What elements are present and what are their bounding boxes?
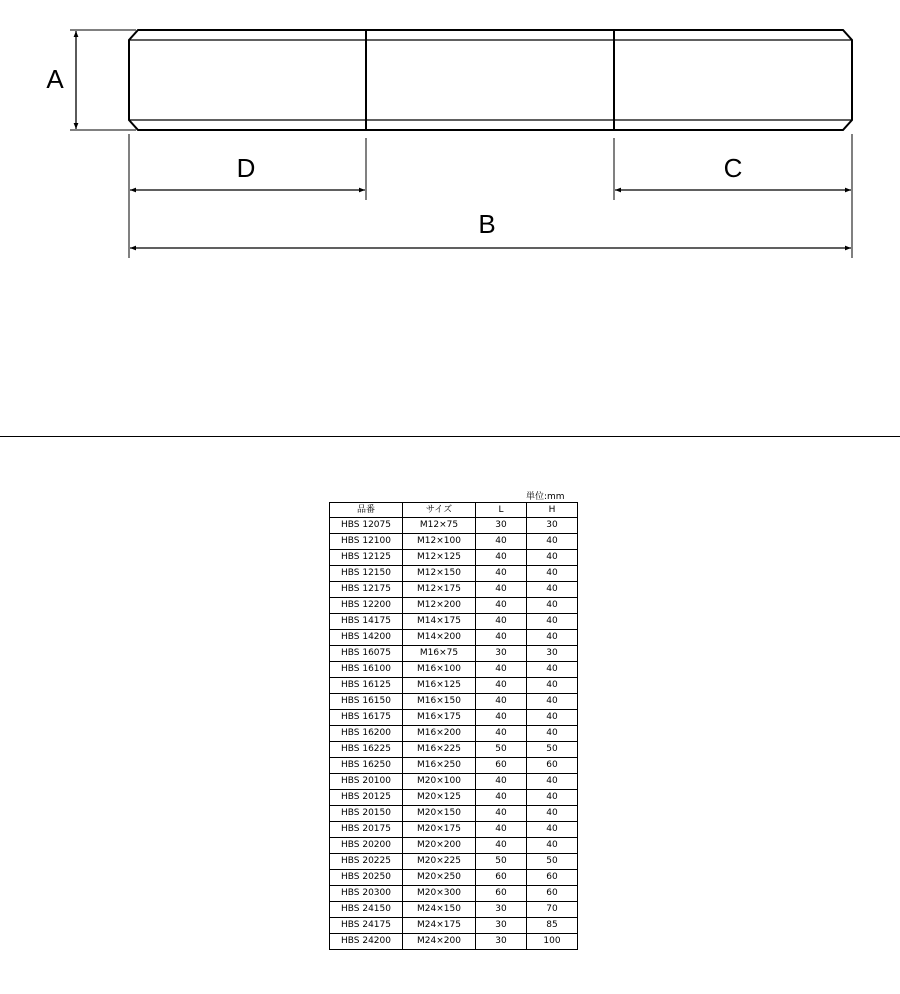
table-row	[330, 742, 578, 758]
h-cell: 60	[527, 758, 578, 774]
part-number-cell: HBS 20100	[330, 774, 403, 790]
l-cell: 30	[476, 518, 527, 534]
size-cell: M16×200	[403, 726, 476, 742]
table-row	[330, 678, 578, 694]
size-cell: M12×75	[403, 518, 476, 534]
table-row	[330, 518, 578, 534]
header-part-number: 品番	[330, 503, 403, 518]
stud-bolt-body	[129, 30, 852, 130]
l-cell: 40	[476, 838, 527, 854]
part-number-cell: HBS 20150	[330, 806, 403, 822]
unit-label: 単位:mm	[526, 492, 565, 502]
l-cell: 30	[476, 934, 527, 950]
table-row	[330, 598, 578, 614]
table-row	[330, 550, 578, 566]
h-cell: 40	[527, 598, 578, 614]
header-h: H	[527, 503, 578, 518]
l-cell: 30	[476, 902, 527, 918]
size-cell: M12×175	[403, 582, 476, 598]
h-cell: 40	[527, 710, 578, 726]
part-number-cell: HBS 20125	[330, 790, 403, 806]
table-row	[330, 582, 578, 598]
l-cell: 60	[476, 758, 527, 774]
size-cell: M20×250	[403, 870, 476, 886]
table-row	[330, 646, 578, 662]
part-number-cell: HBS 20175	[330, 822, 403, 838]
part-number-cell: HBS 20300	[330, 886, 403, 902]
table-row	[330, 726, 578, 742]
size-cell: M24×175	[403, 918, 476, 934]
l-cell: 40	[476, 598, 527, 614]
l-cell: 40	[476, 534, 527, 550]
part-number-cell: HBS 16200	[330, 726, 403, 742]
l-cell: 30	[476, 646, 527, 662]
h-cell: 85	[527, 918, 578, 934]
h-cell: 40	[527, 822, 578, 838]
part-number-cell: HBS 16075	[330, 646, 403, 662]
table-row	[330, 662, 578, 678]
part-number-cell: HBS 16225	[330, 742, 403, 758]
h-cell: 40	[527, 790, 578, 806]
l-cell: 40	[476, 630, 527, 646]
h-cell: 40	[527, 806, 578, 822]
part-number-cell: HBS 24150	[330, 902, 403, 918]
l-cell: 40	[476, 582, 527, 598]
table-row	[330, 902, 578, 918]
label-c: C	[723, 152, 743, 183]
size-cell: M14×175	[403, 614, 476, 630]
l-cell: 40	[476, 822, 527, 838]
size-cell: M16×225	[403, 742, 476, 758]
size-cell: M12×200	[403, 598, 476, 614]
l-cell: 30	[476, 918, 527, 934]
h-cell: 30	[527, 518, 578, 534]
h-cell: 60	[527, 870, 578, 886]
part-number-cell: HBS 14175	[330, 614, 403, 630]
l-cell: 40	[476, 550, 527, 566]
table-row	[330, 886, 578, 902]
label-b: B	[478, 208, 496, 239]
h-cell: 40	[527, 678, 578, 694]
table-row	[330, 822, 578, 838]
part-number-cell: HBS 20200	[330, 838, 403, 854]
l-cell: 40	[476, 614, 527, 630]
table-row	[330, 614, 578, 630]
header-l: L	[476, 503, 527, 518]
h-cell: 40	[527, 726, 578, 742]
table-row	[330, 710, 578, 726]
h-cell: 100	[527, 934, 578, 950]
label-d: D	[236, 152, 256, 183]
h-cell: 40	[527, 662, 578, 678]
stud-bolt-drawing	[0, 0, 900, 300]
part-number-cell: HBS 12175	[330, 582, 403, 598]
l-cell: 40	[476, 710, 527, 726]
h-cell: 40	[527, 550, 578, 566]
table-row	[330, 934, 578, 950]
l-cell: 40	[476, 726, 527, 742]
header-size: サイズ	[403, 503, 476, 518]
l-cell: 40	[476, 566, 527, 582]
h-cell: 40	[527, 566, 578, 582]
size-cell: M12×150	[403, 566, 476, 582]
l-cell: 40	[476, 790, 527, 806]
l-cell: 60	[476, 870, 527, 886]
h-cell: 40	[527, 534, 578, 550]
size-cell: M14×200	[403, 630, 476, 646]
l-cell: 40	[476, 694, 527, 710]
table-row	[330, 630, 578, 646]
h-cell: 40	[527, 838, 578, 854]
size-cell: M20×200	[403, 838, 476, 854]
l-cell: 40	[476, 774, 527, 790]
part-number-cell: HBS 12100	[330, 534, 403, 550]
table-row	[330, 694, 578, 710]
size-cell: M16×150	[403, 694, 476, 710]
part-number-cell: HBS 14200	[330, 630, 403, 646]
table-row	[330, 758, 578, 774]
spec-table	[329, 502, 578, 950]
l-cell: 40	[476, 678, 527, 694]
size-cell: M20×125	[403, 790, 476, 806]
size-cell: M16×100	[403, 662, 476, 678]
size-cell: M12×100	[403, 534, 476, 550]
size-cell: M24×150	[403, 902, 476, 918]
size-cell: M16×125	[403, 678, 476, 694]
h-cell: 40	[527, 582, 578, 598]
l-cell: 40	[476, 806, 527, 822]
table-row	[330, 534, 578, 550]
h-cell: 50	[527, 742, 578, 758]
table-row	[330, 918, 578, 934]
l-cell: 40	[476, 662, 527, 678]
size-cell: M20×225	[403, 854, 476, 870]
part-number-cell: HBS 12125	[330, 550, 403, 566]
table-body	[330, 518, 578, 950]
part-number-cell: HBS 20225	[330, 854, 403, 870]
size-cell: M16×250	[403, 758, 476, 774]
part-number-cell: HBS 16175	[330, 710, 403, 726]
h-cell: 50	[527, 854, 578, 870]
part-number-cell: HBS 12075	[330, 518, 403, 534]
h-cell: 40	[527, 630, 578, 646]
part-number-cell: HBS 24175	[330, 918, 403, 934]
h-cell: 30	[527, 646, 578, 662]
h-cell: 40	[527, 694, 578, 710]
table-header-row	[330, 503, 578, 518]
size-cell: M24×200	[403, 934, 476, 950]
table-row	[330, 774, 578, 790]
size-cell: M12×125	[403, 550, 476, 566]
part-number-cell: HBS 12150	[330, 566, 403, 582]
part-number-cell: HBS 16100	[330, 662, 403, 678]
h-cell: 60	[527, 886, 578, 902]
size-cell: M20×100	[403, 774, 476, 790]
h-cell: 40	[527, 614, 578, 630]
table-row	[330, 838, 578, 854]
l-cell: 50	[476, 854, 527, 870]
l-cell: 50	[476, 742, 527, 758]
size-cell: M16×175	[403, 710, 476, 726]
part-number-cell: HBS 16125	[330, 678, 403, 694]
section-divider	[0, 436, 900, 437]
h-cell: 70	[527, 902, 578, 918]
label-a: A	[46, 63, 64, 94]
part-number-cell: HBS 12200	[330, 598, 403, 614]
table-row	[330, 566, 578, 582]
size-cell: M20×300	[403, 886, 476, 902]
part-number-cell: HBS 16250	[330, 758, 403, 774]
table-row	[330, 870, 578, 886]
table-row	[330, 854, 578, 870]
part-number-cell: HBS 16150	[330, 694, 403, 710]
table-row	[330, 790, 578, 806]
l-cell: 60	[476, 886, 527, 902]
h-cell: 40	[527, 774, 578, 790]
size-cell: M20×150	[403, 806, 476, 822]
table-row	[330, 806, 578, 822]
size-cell: M20×175	[403, 822, 476, 838]
part-number-cell: HBS 24200	[330, 934, 403, 950]
size-cell: M16×75	[403, 646, 476, 662]
part-number-cell: HBS 20250	[330, 870, 403, 886]
extension-lines	[70, 30, 852, 258]
